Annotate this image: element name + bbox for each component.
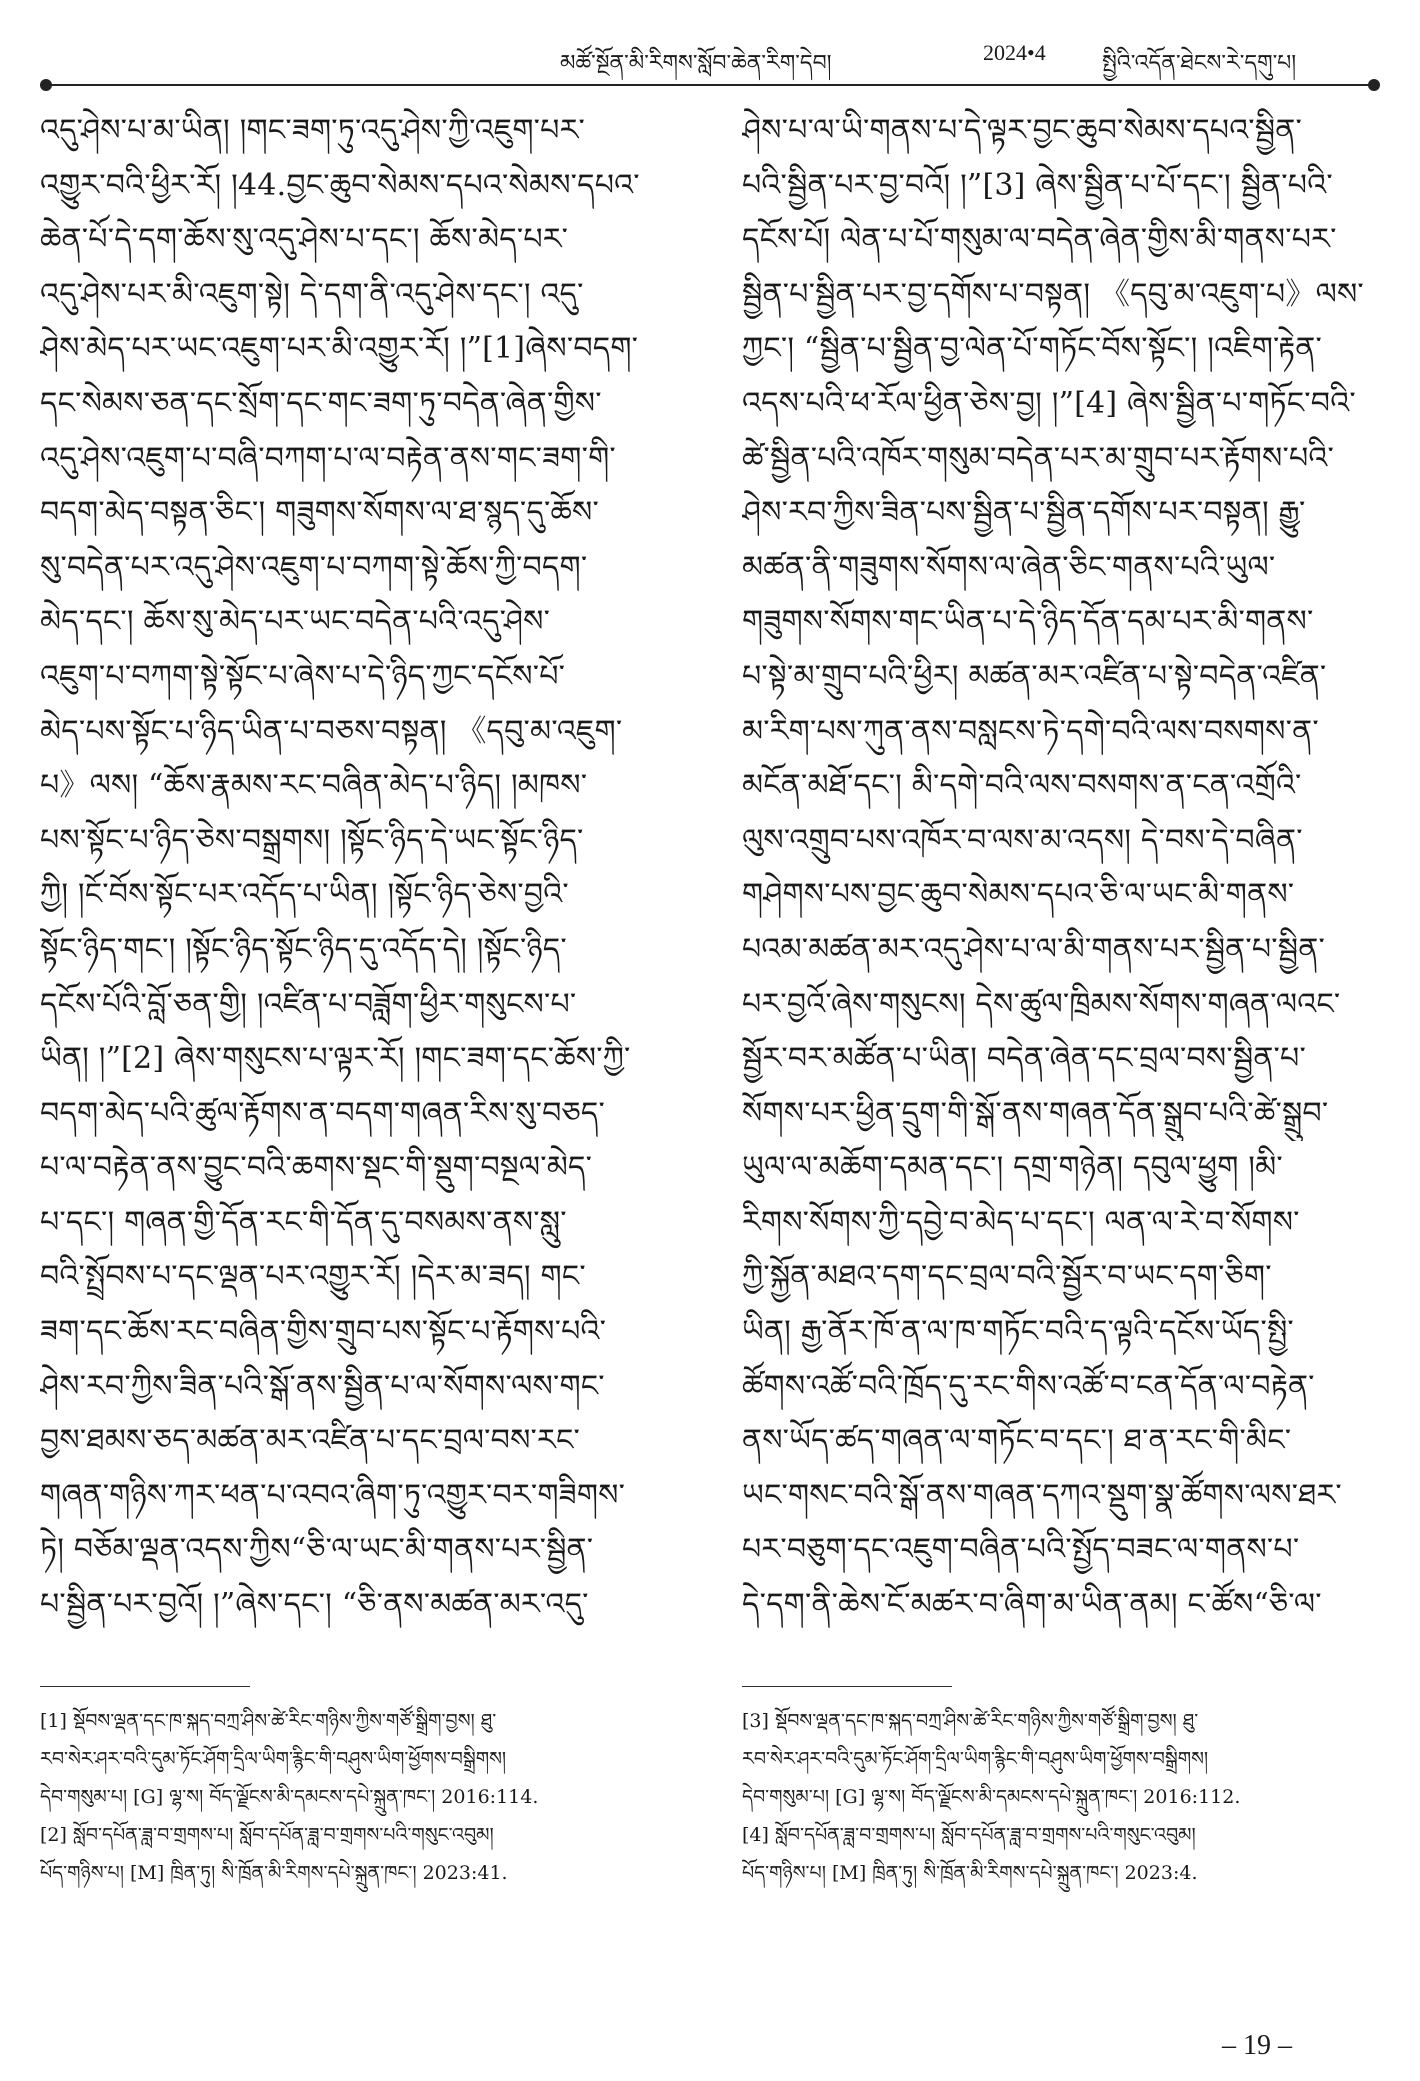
body-text-line: ཡིན། རྒྱ་ནོར་ཁོ་ན་ལ་ཁ་གཏོང་བའི་ད་ལྟའི་དངོས་ཡོད་སྤྱི་ — [742, 1314, 1294, 1350]
body-text-line: པས་སྟོང་པ་ཉིད་ཅེས་བསྒྲགས། །སྟོང་ཉིད་དེ་ཡང་སྟོང་ཉིད་ — [40, 822, 584, 858]
issue-section: སྤྱིའི་འདོན་ཐེངས་རེ་དགུ་པ། — [1102, 51, 1297, 76]
footnotes-left — [40, 1702, 662, 1892]
body-text-line: ལུས་འགྲུབ་པས་འཁོར་བ་ལས་མ་འདས། དེ་བས་དེ་བཞིན་ — [742, 822, 1303, 858]
footnote-line: [4] སློབ་དཔོན་ཟླ་བ་གྲགས་པ། སློབ་དཔོན་ཟླ་བ་གྲགས་པའི་གསུང་འབུམ། — [742, 1824, 1196, 1846]
footnote-line: [3] སྡོབས་ལྡན་དང་ཁ་སྐད་བཀྲ་ཤིས་ཚེ་རིང་གཉིས་ཀྱིས་གཙོ་སྒྲིག་བྱས། ཐུ་ — [742, 1710, 1199, 1732]
body-text-line: ཡང་གསང་བའི་སྒོ་ནས་གཞན་དཀའ་སྡུག་སྣ་ཚོགས་ལས་ཐར་ — [742, 1477, 1342, 1513]
body-text-line: བདག་མེད་བསྟན་ཅིང་། གཟུགས་སོགས་ལ་ཐ་སྙད་དུ་ཆོས་ — [40, 495, 600, 531]
body-text-line: པ་སྦྱིན་པར་བྱའོ། །”ཞེས་དང་། “ཅི་ནས་མཚན་མར་འདུ་ — [40, 1587, 589, 1623]
left-text-column — [40, 104, 662, 1633]
footnote-line: རབ་སེར་ཤར་བའི་དུམ་ཏོང་ཤོག་དྲིལ་ཡིག་རྙིང་གི་བཤུས་ཡིག་ཕྱོགས་བསྒྲིགས། — [742, 1748, 1209, 1770]
body-text-line: ཡུལ་ལ་མཆོག་དམན་དང་། དགྲ་གཉེན། དབུལ་ཕྱུག །མི་ — [742, 1150, 1283, 1186]
body-text-line: པ་ལ་བརྟེན་ནས་བྱུང་བའི་ཆགས་སྡང་གི་སྡུག་བསྔལ་མེད་ — [40, 1150, 593, 1186]
footnotes-right — [742, 1702, 1364, 1892]
body-text-line: གཤེགས་པས་བྱང་ཆུབ་སེམས་དཔའ་ཅི་ལ་ཡང་མི་གནས་ — [742, 877, 1295, 913]
body-text-line: འདུ་ཤེས་པ་མ་ཡིན། །གང་ཟག་ཏུ་འདུ་ཤེས་ཀྱི་འཇུག་པར་ — [40, 113, 585, 148]
footnote-line: རབ་སེར་ཤར་བའི་དུམ་ཏོང་ཤོག་དྲིལ་ཡིག་རྙིང་གི་བཤུས་ཡིག་ཕྱོགས་བསྒྲིགས། — [40, 1748, 507, 1770]
body-text-line: ནས་ཡོད་ཚད་གཞན་ལ་གཏོང་བ་དང་། ཐ་ན་རང་གི་མིང་ — [742, 1423, 1292, 1459]
running-header — [40, 32, 1380, 88]
header-rule — [46, 84, 1374, 86]
body-text-line: ཡིན། །”[2] ཞེས་གསུངས་པ་ལྟར་རོ། །གང་ཟག་དང་ཆོས་ཀྱི་ — [40, 1041, 631, 1077]
body-text-line: མངོན་མཐོ་དང་། མི་དགེ་བའི་ལས་བསགས་ན་ངན་འགྲོའི་ — [742, 768, 1302, 804]
body-text-line: ཀྱང་། “སྦྱིན་པ་སྦྱིན་བྱ་ལེན་པོ་གཏོང་བོས་སྟོང་། །འཇིག་རྟེན་ — [742, 331, 1322, 367]
body-text-line: གཞན་གཉིས་ཀར་ཕན་པ་འབའ་ཞིག་ཏུ་འགྱུར་བར་གཟིགས་ — [40, 1477, 626, 1513]
body-text-line: པ་སྟེ་མ་གྲུབ་པའི་ཕྱིར། མཚན་མར་འཛིན་པ་སྟེ་བདེན་འཛིན་ — [742, 658, 1327, 694]
header-rule-dot-right — [1368, 79, 1380, 91]
body-text-line: སོགས་པར་ཕྱིན་དྲུག་གི་སྒོ་ནས་གཞན་དོན་སྒྲུབ་པའི་ཚེ་སྒྲུབ་ — [742, 1095, 1329, 1131]
page-number: – 19 – — [1222, 2030, 1292, 2061]
body-text-line: སྦྱིན་པ་སྦྱིན་པར་བྱ་དགོས་པ་བསྟན། 《དབུ་མ་འཇུག་པ》ལས་ — [742, 276, 1364, 312]
body-text-line: ཤེས་མེད་པར་ཡང་འཇུག་པར་མི་འགྱུར་རོ། །”[1]ཞེས་བདག་ — [40, 331, 639, 367]
body-text-line: མ་རིག་པས་ཀུན་ནས་བསླངས་ཏེ་དགེ་བའི་ལས་བསགས་ན་ — [742, 713, 1319, 749]
body-text-line: གཟུགས་སོགས་གང་ཡིན་པ་དེ་ཉིད་དོན་དམ་པར་མི་གནས་ — [742, 604, 1314, 640]
footnote-line: [1] སྡོབས་ལྡན་དང་ཁ་སྐད་བཀྲ་ཤིས་ཚེ་རིང་གཉིས་ཀྱིས་གཙོ་སྒྲིག་བྱས། ཐུ་ — [40, 1710, 497, 1732]
body-text-line: འགྱུར་བའི་ཕྱིར་རོ། །44.བྱང་ཆུབ་སེམས་དཔའ་སེམས་དཔའ་ — [40, 167, 640, 203]
year-issue: 2024•4 — [983, 40, 1046, 65]
body-text-line: སྟོང་ཉིད་གང་། །སྟོང་ཉིད་སྟོང་ཉིད་དུ་འདོད་དེ། །སྟོང་ཉིད་ — [40, 931, 567, 967]
body-text-line: སུ་བདེན་པར་འདུ་ཤེས་འཇུག་པ་བཀག་སྟེ་ཆོས་ཀྱི་བདག་ — [40, 549, 588, 585]
body-text-line: འདས་པའི་ཕ་རོལ་ཕྱིན་ཅེས་བྱ། །”[4] ཞེས་སྦྱིན་པ་གཏོང་བའི་ — [742, 385, 1356, 421]
body-text-line: སྦྱོར་བར་མཚོན་པ་ཡིན། བདེན་ཞེན་དང་བྲལ་བས་སྦྱིན་པ་ — [742, 1041, 1306, 1077]
body-text-line: ཚེ་སྦྱིན་པའི་འཁོར་གསུམ་བདེན་པར་མ་གྲུབ་པར་རྟོགས་པའི་ — [742, 440, 1334, 476]
footnote-rule-left — [40, 1686, 250, 1687]
header-rule-dot-left — [40, 79, 52, 91]
footnote-line: དེབ་གསུམ་པ། [G] ལྷ་ས། བོད་ལྗོངས་མི་དམངས་དཔེ་སྐྲུན་ཁང་། 2016:112. — [742, 1786, 1241, 1808]
body-text-line: པར་བཅུག་དང་འཇུག་བཞིན་པའི་སྤྱོད་བཟང་ལ་གནས་པ་ — [742, 1532, 1300, 1568]
body-text-line: ཆེན་པོ་དེ་དག་ཆོས་སུ་འདུ་ཤེས་པ་དང་། ཆོས་མེད་པར་ — [40, 222, 569, 258]
body-text-line: དངོས་པོའི་བློ་ཅན་གྱི། །འཛིན་པ་བཟློག་ཕྱིར་གསུངས་པ་ — [40, 986, 577, 1022]
body-text-line: དངོས་པོ། ལེན་པ་པོ་གསུམ་ལ་བདེན་ཞེན་གྱིས་མི་གནས་པར་ — [742, 222, 1337, 258]
body-text-line: ཤེས་རབ་ཀྱིས་ཟིན་པས་སྦྱིན་པ་སྦྱིན་དགོས་པར་བསྟན། རྒྱུ་ — [742, 495, 1306, 531]
body-text-line: འདུ་ཤེས་འཇུག་པ་བཞི་བཀག་པ་ལ་བརྟེན་ནས་གང་ཟག་གི་ — [40, 440, 616, 476]
body-text-line: ཤེས་པ་ལ་ཡི་གནས་པ་དེ་ལྟར་བྱང་ཆུབ་སེམས་དཔའ་སྦྱིན་ — [742, 113, 1302, 148]
footnote-line: པོད་གཉིས་པ། [M] ཁྲིན་ཏུ། སི་ཁྲོན་མི་རིགས་དཔེ་སྐྲུན་ཁང་། 2023:4. — [742, 1862, 1198, 1884]
footnote-rule-right — [742, 1686, 952, 1687]
body-text-line: དེ་དག་ནི་ཆེས་ངོ་མཚར་བ་ཞིག་མ་ཡིན་ནམ། ང་ཚོས“ཅི་ལ་ — [742, 1587, 1322, 1623]
body-text-line: མཚན་ནི་གཟུགས་སོགས་ལ་ཞེན་ཅིང་གནས་པའི་ཡུལ་ — [742, 549, 1276, 585]
body-text-line: བའི་སྤྲོབས་པ་དང་ལྡན་པར་འགྱུར་རོ། །དེར་མ་ཟད། གང་ — [40, 1259, 586, 1295]
body-text-line: བདག་མེད་པའི་ཚུལ་རྟོགས་ན་བདག་གཞན་རིས་སུ་བཅད་ — [40, 1095, 605, 1131]
journal-title: མཚོ་སྔོན་མི་རིགས་སློབ་ཆེན་རིག་དེབ། — [560, 51, 832, 76]
body-text-line: མེད་དང་། ཆོས་སུ་མེད་པར་ཡང་བདེན་པའི་འདུ་ཤེས་ — [40, 604, 551, 640]
body-text-line: འཇུག་པ་བཀག་སྟེ་སྟོང་པ་ཞེས་པ་དེ་ཉིད་ཀྱང་དངོས་པོ་ — [40, 658, 566, 694]
body-text-line: པ》ལས། “ཆོས་རྣམས་རང་བཞིན་མེད་པ་ཉིད། །མཁས་ — [40, 768, 588, 804]
body-text-line: ཀྱི། །ངོ་བོས་སྟོང་པར་འདོད་པ་ཡིན། །སྟོང་ཉིད་ཅེས་བྱའི་ — [40, 877, 569, 913]
footnote-line: དེབ་གསུམ་པ། [G] ལྷ་ས། བོད་ལྗོངས་མི་དམངས་དཔེ་སྐྲུན་ཁང་། 2016:114. — [40, 1786, 539, 1808]
footnote-line: པོད་གཉིས་པ། [M] ཁྲིན་ཏུ། སི་ཁྲོན་མི་རིགས་དཔེ་སྐྲུན་ཁང་། 2023:41. — [40, 1862, 508, 1884]
right-text-column — [742, 104, 1364, 1633]
body-text-line: པའི་སྦྱིན་པར་བྱ་བའོ། །”[3] ཞེས་སྦྱིན་པ་པོ་དང་། སྦྱིན་པའི་ — [742, 167, 1333, 203]
body-text-line: མེད་པས་སྟོང་པ་ཉིད་ཡིན་པ་བཅས་བསྟན། 《དབུ་མ་འཇུག་ — [40, 713, 623, 749]
footnote-line: [2] སློབ་དཔོན་ཟླ་བ་གྲགས་པ། སློབ་དཔོན་ཟླ་བ་གྲགས་པའི་གསུང་འབུམ། — [40, 1824, 494, 1846]
body-text-line: པའམ་མཚན་མར་འདུ་ཤེས་པ་ལ་མི་གནས་པར་སྦྱིན་པ་སྦྱིན་ — [742, 931, 1325, 967]
body-text-line: ཤེས་རབ་ཀྱིས་ཟིན་པའི་སྒོ་ནས་སྦྱིན་པ་ལ་སོགས་ལས་གང་ — [40, 1368, 605, 1404]
body-text-line: པར་བྱའོ་ཞེས་གསུངས། དེས་ཚུལ་ཁྲིམས་སོགས་གཞན་ལའང་ — [742, 986, 1341, 1022]
body-text-line: ཚོགས་འཚོ་བའི་ཁྲོད་དུ་རང་གིས་འཚོ་བ་ངན་དོན་ལ་བརྟེན་ — [742, 1368, 1315, 1404]
body-text-line: ཟག་དང་ཆོས་རང་བཞིན་གྱིས་གྲུབ་པས་སྟོང་པ་རྟོགས་པའི་ — [40, 1314, 607, 1350]
body-text-line: འདུ་ཤེས་པར་མི་འཇུག་སྟེ། དེ་དག་ནི་འདུ་ཤེས་དང་། འདུ་ — [40, 276, 584, 312]
body-text-line: ཀྱི་སྐྱོན་མཐའ་དག་དང་བྲལ་བའི་སྦྱོར་བ་ཡང་དག་ཅིག་ — [742, 1259, 1272, 1295]
body-text-line: ཏེ། བཅོམ་ལྡན་འདས་ཀྱིས“ཅི་ལ་ཡང་མི་གནས་པར་སྦྱིན་ — [40, 1532, 594, 1568]
body-text-line: རིགས་སོགས་ཀྱི་དབྱེ་བ་མེད་པ་དང་། ལན་ལ་རེ་བ་སོགས་ — [742, 1204, 1300, 1240]
body-text-line: བྱས་ཐམས་ཅད་མཚན་མར་འཛིན་པ་དང་བྲལ་བས་རང་ — [40, 1423, 580, 1459]
body-text-line: པ་དང་། གཞན་གྱི་དོན་རང་གི་དོན་དུ་བསམས་ནས་སླུ་ — [40, 1204, 567, 1240]
body-text-line: དང་སེམས་ཅན་དང་སྲོག་དང་གང་ཟག་ཏུ་བདེན་ཞེན་གྱིས་ — [40, 385, 602, 421]
